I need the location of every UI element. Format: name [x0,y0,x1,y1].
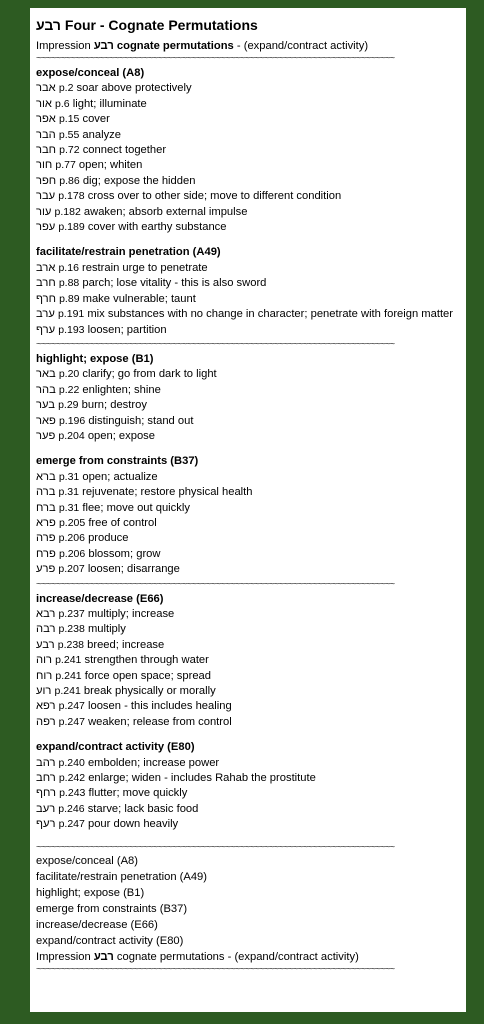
definition: free of control [88,516,157,529]
page-ref: p.237 [58,608,85,620]
hebrew-word: עור [36,205,52,218]
page-ref: p.205 [58,516,86,529]
page-ref: p.178 [58,190,85,203]
definition: flutter; move quickly [88,787,188,800]
section-heading: expand/contract activity (E80) [36,741,195,754]
definition: awaken; absorb external impulse [83,205,248,218]
entry-line [36,81,460,96]
page-ref: p.55 [58,128,80,141]
entry-line [36,802,460,817]
section-heading: expose/conceal (A8) [36,67,145,79]
page-ref: p.247 [58,818,85,831]
hebrew-word: עבר [36,190,56,203]
entry-line [36,771,460,786]
definition: analyze [82,128,121,141]
entry-line [36,622,460,637]
entry-line [36,276,460,291]
summary-list [36,853,460,965]
entry-line [36,501,460,516]
page-ref: p.16 [58,261,79,274]
tilde-divider: ~~~~~~~~~~~~~~~~~~~~~~~~~~~~~~~~~~~~~~~~~~~~~~~~~~~~~~~~~~~~~~~~~~~~~~~~~~ [36,963,395,975]
definition: cross over to other side; move to different condition [87,190,342,203]
definition: breed; increase [87,638,165,651]
hebrew-word: חרף [36,292,56,305]
hebrew-word: רוע [36,685,52,698]
definition: restrain urge to penetrate [82,261,208,274]
page-ref: p.207 [58,563,85,576]
page-ref: p.240 [58,756,85,769]
definition: enlighten; shine [82,383,161,396]
definition: loosen - this includes healing [88,700,232,713]
page-ref: p.31 [58,501,80,514]
entry-line [36,756,460,771]
entry-line [36,817,460,832]
entry-line [36,205,460,220]
hebrew-word: ערף [36,323,56,336]
entry-line [36,531,460,546]
page-ref: p.6 [55,97,70,110]
entry-line [36,638,460,653]
section [36,592,460,731]
section-heading: emerge from constraints (B37) [36,455,199,468]
definition: break physically or morally [83,685,216,698]
summary-item: increase/decrease (E66) [36,918,158,931]
hebrew-word: רחב [36,772,56,785]
hebrew-word: הבר [36,128,56,141]
page-ref: p.86 [59,174,80,187]
entry-line [36,220,460,235]
definition: loosen; disarrange [87,563,180,576]
definition: make vulnerable; taunt [82,292,196,305]
hebrew-word: רפה [36,715,56,728]
entry-line [36,174,460,189]
tilde-divider: ~~~~~~~~~~~~~~~~~~~~~~~~~~~~~~~~~~~~~~~~~~~~~~~~~~~~~~~~~~~~~~~~~~~~~~~~~~ [36,338,395,350]
entry-line [36,653,460,668]
page-ref: p.89 [59,292,80,305]
entry-line [36,715,460,730]
page-ref: p.20 [58,368,80,381]
entry-line [36,429,460,444]
page-ref: p.2 [58,82,74,95]
entry-line [36,128,460,143]
hebrew-word: רחף [36,787,56,800]
definition: embolden; increase power [87,756,220,769]
section [36,66,460,235]
definition: open; actualize [82,470,158,483]
page-ref: p.88 [58,277,80,290]
summary-item: expand/contract activity (E80) [36,934,184,947]
page-ref: p.204 [58,429,85,442]
definition: cover with earthy substance [87,221,227,234]
page-ref: p.238 [57,638,85,651]
entry-line [36,97,460,112]
hebrew-word: חפר [36,174,57,187]
definition: mix substances with no change in character; penetrate with foreign matter [87,308,454,321]
hebrew-word: רעף [36,818,56,831]
definition: produce [88,532,129,545]
definition: pour down heavily [87,818,179,831]
definition: burn; destroy [81,399,147,412]
summary-item: highlight; expose (B1) [36,886,145,899]
page-title: רבע Four - Cognate Permutations [36,17,258,33]
hebrew-word: רוה [36,654,52,667]
hebrew-word: באר [36,368,56,381]
entry-line [36,562,460,577]
definition: cover [82,113,110,126]
page-ref: p.31 [58,486,79,499]
hebrew-word: חבר [36,144,57,157]
entry-line [36,786,460,801]
definition: strengthen through water [84,654,209,667]
entry-line [36,684,460,699]
entry-line [36,470,460,485]
definition: dig; expose the hidden [82,174,196,187]
entry-line [36,547,460,562]
page-ref: p.241 [55,654,82,667]
impression-line: Impression רבע cognate permutations - (expand/contract activity) [36,40,369,52]
definition: force open space; spread [84,669,212,682]
page-ref: p.191 [57,308,85,321]
section [36,245,460,337]
page-ref: p.29 [58,399,79,412]
tilde-divider: ~~~~~~~~~~~~~~~~~~~~~~~~~~~~~~~~~~~~~~~~~~~~~~~~~~~~~~~~~~~~~~~~~~~~~~~~~~ [36,841,395,853]
definition: loosen; partition [87,323,167,336]
hebrew-word: בער [36,399,55,412]
summary-item: expose/conceal (A8) [36,854,138,867]
definition: blossom; grow [88,547,161,560]
entry-line [36,485,460,500]
hebrew-word: רהב [36,756,56,769]
tilde-divider: ~~~~~~~~~~~~~~~~~~~~~~~~~~~~~~~~~~~~~~~~~~~~~~~~~~~~~~~~~~~~~~~~~~~~~~~~~~ [36,53,395,64]
hebrew-word: עפר [36,221,56,234]
entry-line [36,112,460,127]
section-heading: increase/decrease (E66) [36,592,164,605]
hebrew-word: חור [36,159,53,172]
definition: enlarge; widen - includes Rahab the prostitute [88,772,316,785]
hebrew-word: פער [36,429,56,442]
hebrew-word: ברה [36,486,56,499]
hebrew-word: ברא [36,470,56,483]
hebrew-word: ערב [36,308,55,321]
hebrew-word: פאר [36,414,56,427]
entry-line [36,607,460,622]
page-ref: p.206 [58,547,86,560]
entry-line [36,367,460,382]
hebrew-word: רפא [36,700,56,713]
section [36,454,460,577]
hebrew-word: פרח [36,547,56,560]
entry-line [36,669,460,684]
entry-line [36,699,460,714]
definition: starve; lack basic food [87,802,199,815]
hebrew-word: פרה [36,532,56,545]
definition: soar above protectively [76,82,192,95]
hebrew-word: חרב [36,277,56,290]
hebrew-word: רוח [36,669,53,682]
page-ref: p.72 [59,144,80,157]
hebrew-word: רבע [36,638,55,651]
page-ref: p.22 [58,383,80,396]
entry-line [36,143,460,158]
page-ref: p.31 [58,470,80,483]
definition: distinguish; stand out [88,414,194,427]
definition: weaken; release from control [88,715,232,728]
page-ref: p.247 [58,715,85,728]
definition: multiply [87,623,126,636]
section [36,740,460,832]
entry-line [36,398,460,413]
section-heading: highlight; expose (B1) [36,352,154,365]
hebrew-word: פרע [36,563,56,576]
page-ref: p.247 [58,700,85,713]
hebrew-word: רבא [36,608,56,620]
page-ref: p.242 [58,772,86,785]
hebrew-word: אבר [36,82,56,95]
hebrew-word: רעב [36,802,56,815]
hebrew-word: ארב [36,261,56,274]
definition: flee; move out quickly [82,501,190,514]
entry-line [36,383,460,398]
hebrew-word: רבה [36,623,56,636]
page-ref: p.196 [58,414,86,427]
page-ref: p.15 [58,113,80,126]
entry-line [36,323,460,338]
entry-line [36,414,460,429]
page-ref: p.77 [55,159,76,172]
entry-line [36,516,460,531]
hebrew-word: ברח [36,501,56,514]
summary-item: facilitate/restrain penetration (A49) [36,870,208,883]
entry-line [36,292,460,307]
hebrew-word: אור [36,97,52,110]
entry-line [36,158,460,173]
definition: parch; lose vitality - this is also sword [82,277,267,290]
entry-line [36,189,460,204]
page-ref: p.189 [58,221,85,234]
section [36,352,460,444]
definition: multiply; increase [87,608,175,620]
definition: connect together [82,144,167,157]
page-ref: p.182 [54,205,81,218]
tilde-divider: ~~~~~~~~~~~~~~~~~~~~~~~~~~~~~~~~~~~~~~~~~~~~~~~~~~~~~~~~~~~~~~~~~~~~~~~~~~ [36,578,395,590]
page-ref: p.238 [58,623,85,636]
entry-line [36,261,460,276]
summary-impression: Impression רבע cognate permutations - (expand/contract activity) [36,950,359,963]
definition: rejuvenate; restore physical health [82,486,253,499]
page-ref: p.193 [58,323,85,336]
hebrew-word: בהר [36,383,56,396]
definition: clarify; go from dark to light [82,368,217,381]
hebrew-word: פרא [36,516,56,529]
page-ref: p.241 [55,669,82,682]
definition: open; whiten [78,159,143,172]
page-ref: p.206 [58,532,85,545]
sections-container [36,66,460,833]
definition: light; illuminate [72,97,147,110]
definition: open; expose [87,429,155,442]
hebrew-word: אפר [36,113,56,126]
page-ref: p.246 [58,802,85,815]
page-ref: p.241 [54,685,81,698]
page-ref: p.243 [59,787,86,800]
section-heading: facilitate/restrain penetration (A49) [36,246,221,259]
entry-line [36,307,460,322]
document-page [30,8,466,1012]
summary-item: emerge from constraints (B37) [36,902,188,915]
